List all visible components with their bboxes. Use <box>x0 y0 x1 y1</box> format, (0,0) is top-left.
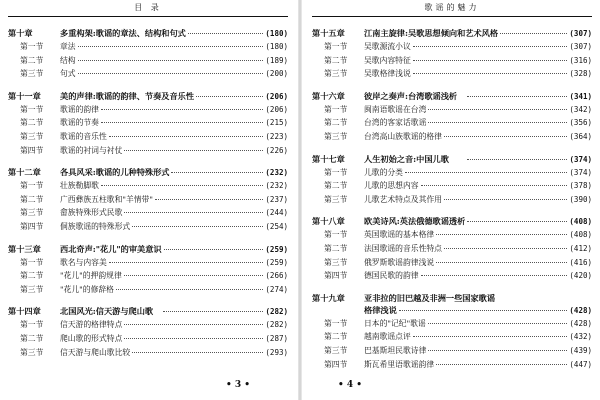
section-page-number: (378) <box>569 181 592 191</box>
section-number: 第二节 <box>20 118 44 128</box>
section-entry <box>312 358 592 372</box>
section-title: 英国歌谣的基本格律 <box>364 230 435 240</box>
section-title: 巴基斯坦民歌诗律 <box>364 345 427 355</box>
leader-dots <box>436 356 567 365</box>
leader-dots <box>467 88 568 97</box>
section-number: 第二节 <box>324 332 348 342</box>
section-entry <box>312 130 592 144</box>
chapter-page-number: (428) <box>569 305 592 315</box>
leader-dots <box>109 128 264 137</box>
left-page <box>0 0 298 400</box>
section-number: 第四节 <box>20 145 44 155</box>
section-entry <box>8 144 288 158</box>
section-title: 广西彝族五柱歌和"羊情带" <box>60 194 153 204</box>
section-number: 第一节 <box>324 318 348 328</box>
section-page-number: (282) <box>265 320 288 330</box>
leader-dots <box>467 151 568 160</box>
section-page-number: (237) <box>265 194 288 204</box>
section-number: 第三节 <box>324 257 348 267</box>
section-title: 越南歌谣点评 <box>364 332 411 342</box>
chapter-number: 第十一章 <box>8 90 41 101</box>
leader-dots <box>164 241 264 250</box>
section-page-number: (408) <box>569 230 592 240</box>
section-entry <box>8 283 288 297</box>
section-number: 第二节 <box>20 333 44 343</box>
section-number: 第三节 <box>324 345 348 355</box>
section-title: 结构 <box>60 55 76 65</box>
section-page-number: (266) <box>265 271 288 281</box>
chapter-number: 第十七章 <box>312 153 345 164</box>
leader-dots <box>101 101 263 110</box>
chapter-number: 第十章 <box>8 28 33 38</box>
leader-dots <box>163 303 264 312</box>
section-title: 日本的"记纪"歌谣 <box>364 318 426 328</box>
section-page-number: (287) <box>265 333 288 343</box>
section-page-number: (226) <box>265 145 288 155</box>
chapter-number: 第十三章 <box>8 243 41 254</box>
leader-dots <box>109 254 264 263</box>
section-number: 第三节 <box>20 208 44 218</box>
section-number: 第一节 <box>20 257 44 267</box>
section-title: 法国歌谣的音乐性特点 <box>364 243 442 253</box>
section-page-number: (447) <box>569 359 592 369</box>
section-number: 第三节 <box>324 194 348 204</box>
leader-dots <box>444 191 567 200</box>
chapter-title: 人生初始之音:中国儿歌 <box>364 153 449 164</box>
section-number: 第二节 <box>20 194 44 204</box>
section-number: 第二节 <box>20 271 44 281</box>
chapter-number: 第十四章 <box>8 306 41 317</box>
leader-dots <box>196 88 263 97</box>
chapter-page-number: (341) <box>569 91 593 101</box>
chapter-number: 第十二章 <box>8 167 41 178</box>
chapter-number: 第十五章 <box>312 28 345 38</box>
left-page-number: • 3 • <box>226 380 251 390</box>
section-entry <box>8 67 288 81</box>
leader-dots <box>421 177 568 186</box>
section-number: 第一节 <box>324 167 348 177</box>
section-page-number: (206) <box>265 104 288 114</box>
leader-dots <box>132 344 263 353</box>
leader-dots <box>78 52 264 61</box>
leader-dots <box>399 302 568 311</box>
section-title: 信天游的格律特点 <box>60 320 123 330</box>
section-number: 第四节 <box>324 359 348 369</box>
section-title: 台湾高山族歌谣的格律 <box>364 131 442 141</box>
leader-dots <box>428 342 567 351</box>
leader-dots <box>155 191 263 200</box>
left-running-header: 目 录 <box>8 0 288 17</box>
leader-dots <box>428 114 567 123</box>
section-title: 吴歌内容特征 <box>364 55 411 65</box>
section-number: 第三节 <box>324 69 348 79</box>
chapter-title-line2: 格律浅说 <box>364 304 397 315</box>
chapter-title: 各具风采:歌谣的儿种特殊形式 <box>60 167 170 178</box>
leader-dots <box>124 142 263 151</box>
leader-dots <box>413 328 568 337</box>
section-page-number: (412) <box>569 243 592 253</box>
section-entry <box>312 67 592 81</box>
section-page-number: (356) <box>569 118 592 128</box>
section-title: 歌谣的韵律 <box>60 104 99 114</box>
section-entry <box>8 346 288 360</box>
section-title: 章法 <box>60 42 76 51</box>
section-page-number: (232) <box>265 181 288 191</box>
section-title: 吴歌源流小议 <box>364 42 411 51</box>
section-title: 歌谣的节奏 <box>60 118 99 128</box>
section-title: 闽南语歌谣在台湾 <box>364 104 427 114</box>
section-page-number: (432) <box>569 332 592 342</box>
section-page-number: (244) <box>265 208 288 218</box>
section-number: 第一节 <box>20 320 44 330</box>
leader-dots <box>436 226 567 235</box>
section-title: 斯瓦希里语歌谣韵律 <box>364 359 435 369</box>
leader-dots <box>116 281 263 290</box>
chapter-title: 美的声律:歌谣的韵律、节奏及音乐性 <box>60 90 195 101</box>
chapter-title: 江南主旋律:吴歌思想倾向和艺术风格 <box>364 28 499 38</box>
section-number: 第三节 <box>324 131 348 141</box>
section-page-number: (416) <box>569 257 592 267</box>
leader-dots <box>78 38 264 47</box>
leader-dots <box>413 65 568 74</box>
section-title: 吴歌格律浅说 <box>364 69 411 79</box>
leader-dots <box>101 177 263 186</box>
section-number: 第二节 <box>324 243 348 253</box>
section-title: 壮族勒脚歌 <box>60 181 99 191</box>
section-page-number: (307) <box>569 42 592 51</box>
leader-dots <box>421 267 568 276</box>
leader-dots <box>171 164 263 173</box>
chapter-title: 多重构架:歌谣的章法、结构和句式 <box>60 28 186 38</box>
right-running-header: 歌谣的魅力 <box>312 0 592 17</box>
section-page-number: (439) <box>569 345 592 355</box>
section-title: 信天游与爬山歌比较 <box>60 347 131 357</box>
section-title: 儿歌的思想内容 <box>364 181 419 191</box>
section-title: 儿歌艺术特点及其作用 <box>364 194 442 204</box>
section-page-number: (274) <box>265 284 288 294</box>
section-title: "花儿"的押韵规律 <box>60 271 122 281</box>
chapter-title: 西北奇声:"花儿"的审美意识 <box>60 243 162 254</box>
section-title: 儿歌的分类 <box>364 167 403 177</box>
section-number: 第一节 <box>20 181 44 191</box>
section-number: 第三节 <box>20 347 44 357</box>
section-title: 畲族特殊形式民歌 <box>60 208 123 218</box>
section-page-number: (180) <box>265 42 288 51</box>
section-title: 侗族歌谣的特殊形式 <box>60 221 131 231</box>
section-title: 台湾的客家话歌谣 <box>364 118 427 128</box>
section-entry <box>312 193 592 207</box>
section-page-number: (223) <box>265 131 288 141</box>
leader-dots <box>428 315 568 324</box>
leader-dots <box>436 254 567 263</box>
leader-dots <box>124 316 263 325</box>
leader-dots <box>101 114 263 123</box>
section-title: 俄罗斯歌谣韵律浅说 <box>364 257 435 267</box>
leader-dots <box>444 128 567 137</box>
chapter-title: 亚非拉的旧巴越及非洲一些国家歌谣 <box>364 292 496 303</box>
leader-dots <box>444 240 567 249</box>
section-number: 第一节 <box>324 42 348 51</box>
section-title: 歌名与内容美 <box>60 257 107 267</box>
section-number: 第一节 <box>324 230 348 240</box>
section-page-number: (328) <box>569 69 592 79</box>
section-page-number: (374) <box>569 167 592 177</box>
section-number: 第三节 <box>20 69 44 79</box>
leader-dots <box>428 101 567 110</box>
section-page-number: (342) <box>569 104 592 114</box>
section-number: 第四节 <box>324 271 348 281</box>
left-toc <box>8 27 288 359</box>
section-page-number: (316) <box>569 55 592 65</box>
section-number: 第一节 <box>20 42 44 51</box>
chapter-page-number: (180) <box>265 29 288 38</box>
section-number: 第二节 <box>324 55 348 65</box>
section-number: 第二节 <box>324 118 348 128</box>
section-page-number: (215) <box>265 118 288 128</box>
section-number: 第一节 <box>324 104 348 114</box>
chapter-title: 彼岸之奏声:台湾歌谣浅析 <box>364 90 458 101</box>
section-title: "花儿"的修辞格 <box>60 284 114 294</box>
section-page-number: (254) <box>265 221 288 231</box>
chapter-title: 北国风光:信天游与爬山歌 <box>60 306 154 317</box>
section-entry <box>312 269 592 283</box>
chapter-page-number: (206) <box>265 91 288 101</box>
section-title: 歌谣的音乐性 <box>60 131 107 141</box>
section-entry <box>8 220 288 234</box>
section-page-number: (189) <box>265 55 288 65</box>
leader-dots <box>188 25 264 34</box>
section-page-number: (428) <box>569 318 592 328</box>
chapter-page-number: (307) <box>569 29 592 38</box>
leader-dots <box>467 213 567 222</box>
leader-dots <box>413 52 568 61</box>
right-page-number: • 4 • <box>338 380 363 390</box>
section-page-number: (364) <box>569 131 592 141</box>
section-number: 第二节 <box>20 55 44 65</box>
section-title: 德国民歌的韵律 <box>364 271 419 281</box>
section-page-number: (390) <box>569 194 592 204</box>
section-title: 爬山歌的形式特点 <box>60 333 123 343</box>
chapter-page-number: (408) <box>569 217 592 227</box>
leader-dots <box>124 204 263 213</box>
section-title: 歌谣的衬词与衬仗 <box>60 145 123 155</box>
section-number: 第四节 <box>20 221 44 231</box>
section-page-number: (420) <box>569 271 592 281</box>
chapter-number: 第十九章 <box>312 292 345 303</box>
section-page-number: (293) <box>265 347 288 357</box>
right-page <box>302 0 600 400</box>
section-page-number: (259) <box>265 257 288 267</box>
section-number: 第一节 <box>20 104 44 114</box>
section-number: 第三节 <box>20 131 44 141</box>
leader-dots <box>132 218 263 227</box>
chapter-number: 第十八章 <box>312 216 345 227</box>
chapter-page-number: (232) <box>265 168 288 178</box>
leader-dots <box>413 38 568 47</box>
section-title: 句式 <box>60 69 76 79</box>
right-toc <box>312 27 592 371</box>
leader-dots <box>78 65 264 74</box>
section-number: 第二节 <box>324 181 348 191</box>
leader-dots <box>405 164 567 173</box>
section-page-number: (200) <box>265 69 288 79</box>
chapter-page-number: (259) <box>265 244 288 254</box>
chapter-page-number: (282) <box>265 307 289 317</box>
chapter-page-number: (374) <box>569 154 593 164</box>
leader-dots <box>500 25 567 34</box>
leader-dots <box>124 267 264 276</box>
leader-dots <box>124 330 263 339</box>
chapter-title: 欧美诗风:英法俄德歌谣透析 <box>364 216 466 227</box>
section-number: 第三节 <box>20 284 44 294</box>
chapter-number: 第十六章 <box>312 90 345 101</box>
